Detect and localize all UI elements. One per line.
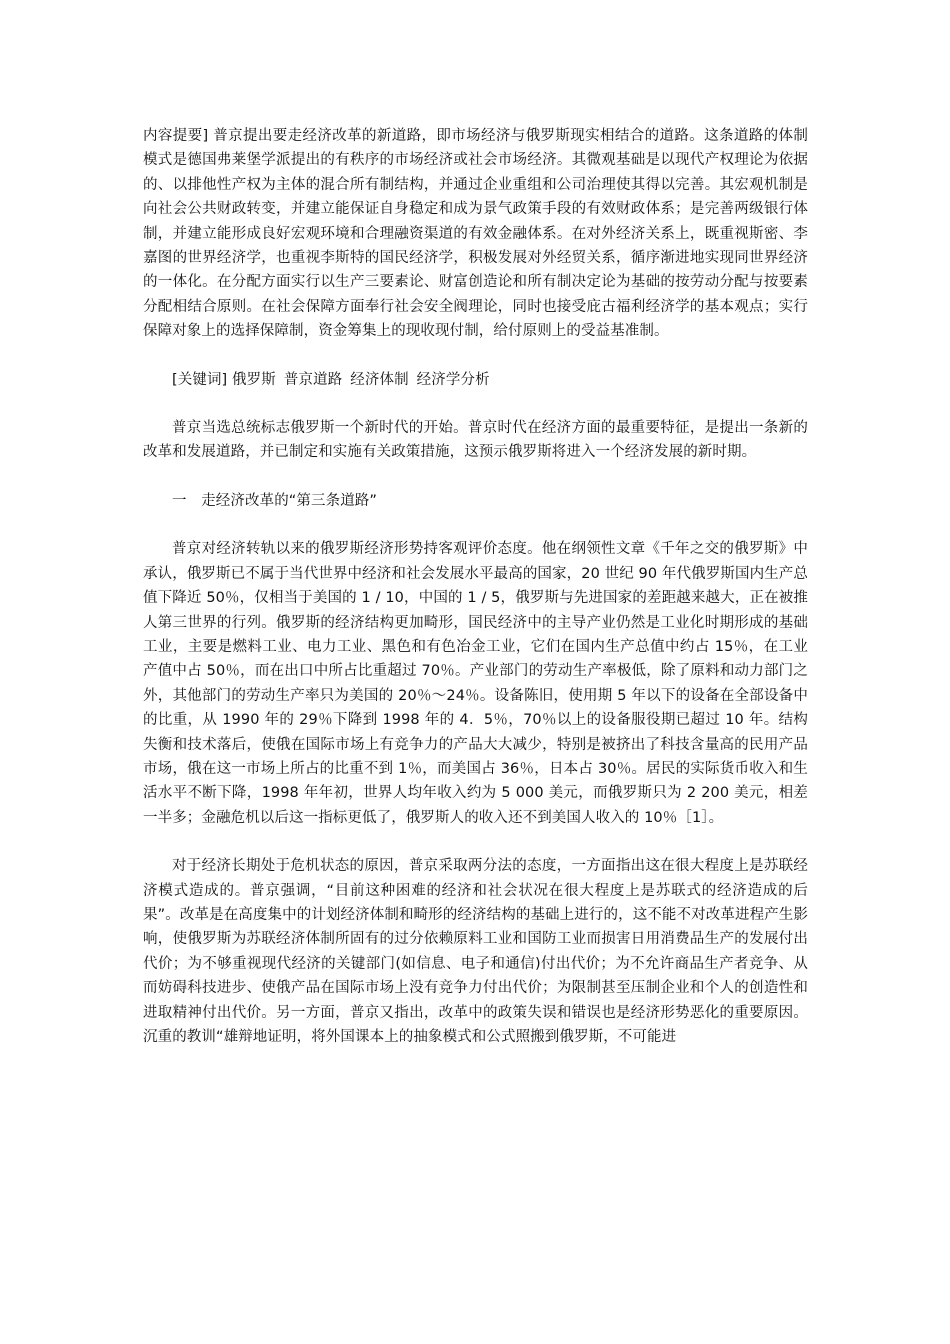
section-heading: 一 走经济改革的“第三条道路” [172,492,378,509]
body-paragraph: 普京对经济转轨以来的俄罗斯经济形势持客观评价态度。他在纲领性文章《千年之交的俄罗斯》中承认，俄罗斯已不属于当代世界中经济和社会发展水平最高的国家，20 世纪 90 年代俄罗斯国内生产总值下降近 50％，仅相当于美国的 1 / 10，中国的 1 / 5，俄罗斯与先进国家的差距越来越大，正在被推人第三世界的行列。俄罗斯的经济结构更加畸形，国民经济中的主导产业仍然是工业化时期形成的基础工业，主要是燃料工业、电力工业、黑色和有色冶金工业，它们在国内生产总值中约占 15％，在工业产值中占 50％，而在出口中所占比重超过 70％。产业部门的劳动生产率极低，除了原料和动力部门之外，其他部门的劳动生产率只为美国的 20％～24％。设备陈旧，使用期 5 年以下的设备在全部设备中的比重，从 1990 年的 29％下降到 1998 年的 4．5％，70％以上的设备服役期已超过 10 年。结构失衡和技术落后，使俄在国际市场上有竞争力的产品大大减少，特别是被挤出了科技含量高的民用产品市场，俄在这一市场上所占的比重不到 1％，而美国占 36％，日本占 30％。居民的实际货币收入和生活水平不断下降，1998 年年初，世界人均年收入约为 5 000 美元，而俄罗斯只为 2 200 美元，相差一半多；金融危机以后这一指标更低了，俄罗斯人的收入还不到美国人收入的 10％［1］。 [143,541,808,826]
keyword-item: 经济体制 [350,371,409,388]
body-paragraph: 对于经济长期处于危机状态的原因，普京采取两分法的态度，一方面指出这在很大程度上是苏联经济模式造成的。普京强调，“目前这种困难的经济和社会状况在很大程度上是苏联式的经济造成的后果”。改革是在高度集中的计划经济体制和畸形的经济结构的基础上进行的，这不能不对改革进程产生影响，使俄罗斯为苏联经济体制所固有的过分依赖原料工业和国防工业而损害日用消费品生产的发展付出代价；为不够重视现代经济的关键部门(如信息、电子和通信)付出代价；为不允许商品生产者竞争、从而妨碍科技进步、使俄产品在国际市场上没有竞争力付出代价；为限制甚至压制企业和个人的创造性和进取精神付出代价。另一方面，普京又指出，改革中的政策失误和错误也是经济形势恶化的重要原因。沉重的教训“雄辩地证明，将外国课本上的抽象模式和公式照搬到俄罗斯，不可能进 [143,858,808,1045]
keywords-line [143,368,808,392]
keyword-item: 经济学分析 [416,371,490,388]
abstract-paragraph: 内容提要] 普京提出要走经济改革的新道路，即市场经济与俄罗斯现实相结合的道路。这条道路的体制模式是德国弗莱堡学派提出的有秩序的市场经济或社会市场经济。其微观基础是以现代产权理论为依据的、以排他性产权为主体的混合所有制结构，并通过企业重组和公司治理使其得以完善。其宏观机制是向社会公共财政转变，并建立能保证自身稳定和成为景气政策手段的有效财政体系；是完善两级银行体制，并建立能形成良好宏观环境和合理融资渠道的有效金融体系。在对外经济关系上，既重视斯密、李嘉图的世界经济学，也重视李斯特的国民经济学，积极发展对外经贸关系，循序渐进地实现同世界经济的一体化。在分配方面实行以生产三要素论、财富创造论和所有制决定论为基础的按劳动分配与按要素分配相结合原则。在社会保障方面奉行社会安全阀理论，同时也接受庇古福利经济学的基本观点；实行保障对象上的选择保障制，资金筹集上的现收现付制，给付原则上的受益基准制。 [143,128,808,340]
keyword-item: 俄罗斯 [232,371,276,388]
document-page [143,124,808,1049]
intro-paragraph: 普京当选总统标志俄罗斯一个新时代的开始。普京时代在经济方面的最重要特征，是提出一条新的改革和发展道路，并已制定和实施有关政策措施，这预示俄罗斯将进入一个经济发展的新时期。 [143,420,808,461]
keyword-item: 普京道路 [283,371,343,388]
keywords-label: [关键词] [172,371,228,388]
